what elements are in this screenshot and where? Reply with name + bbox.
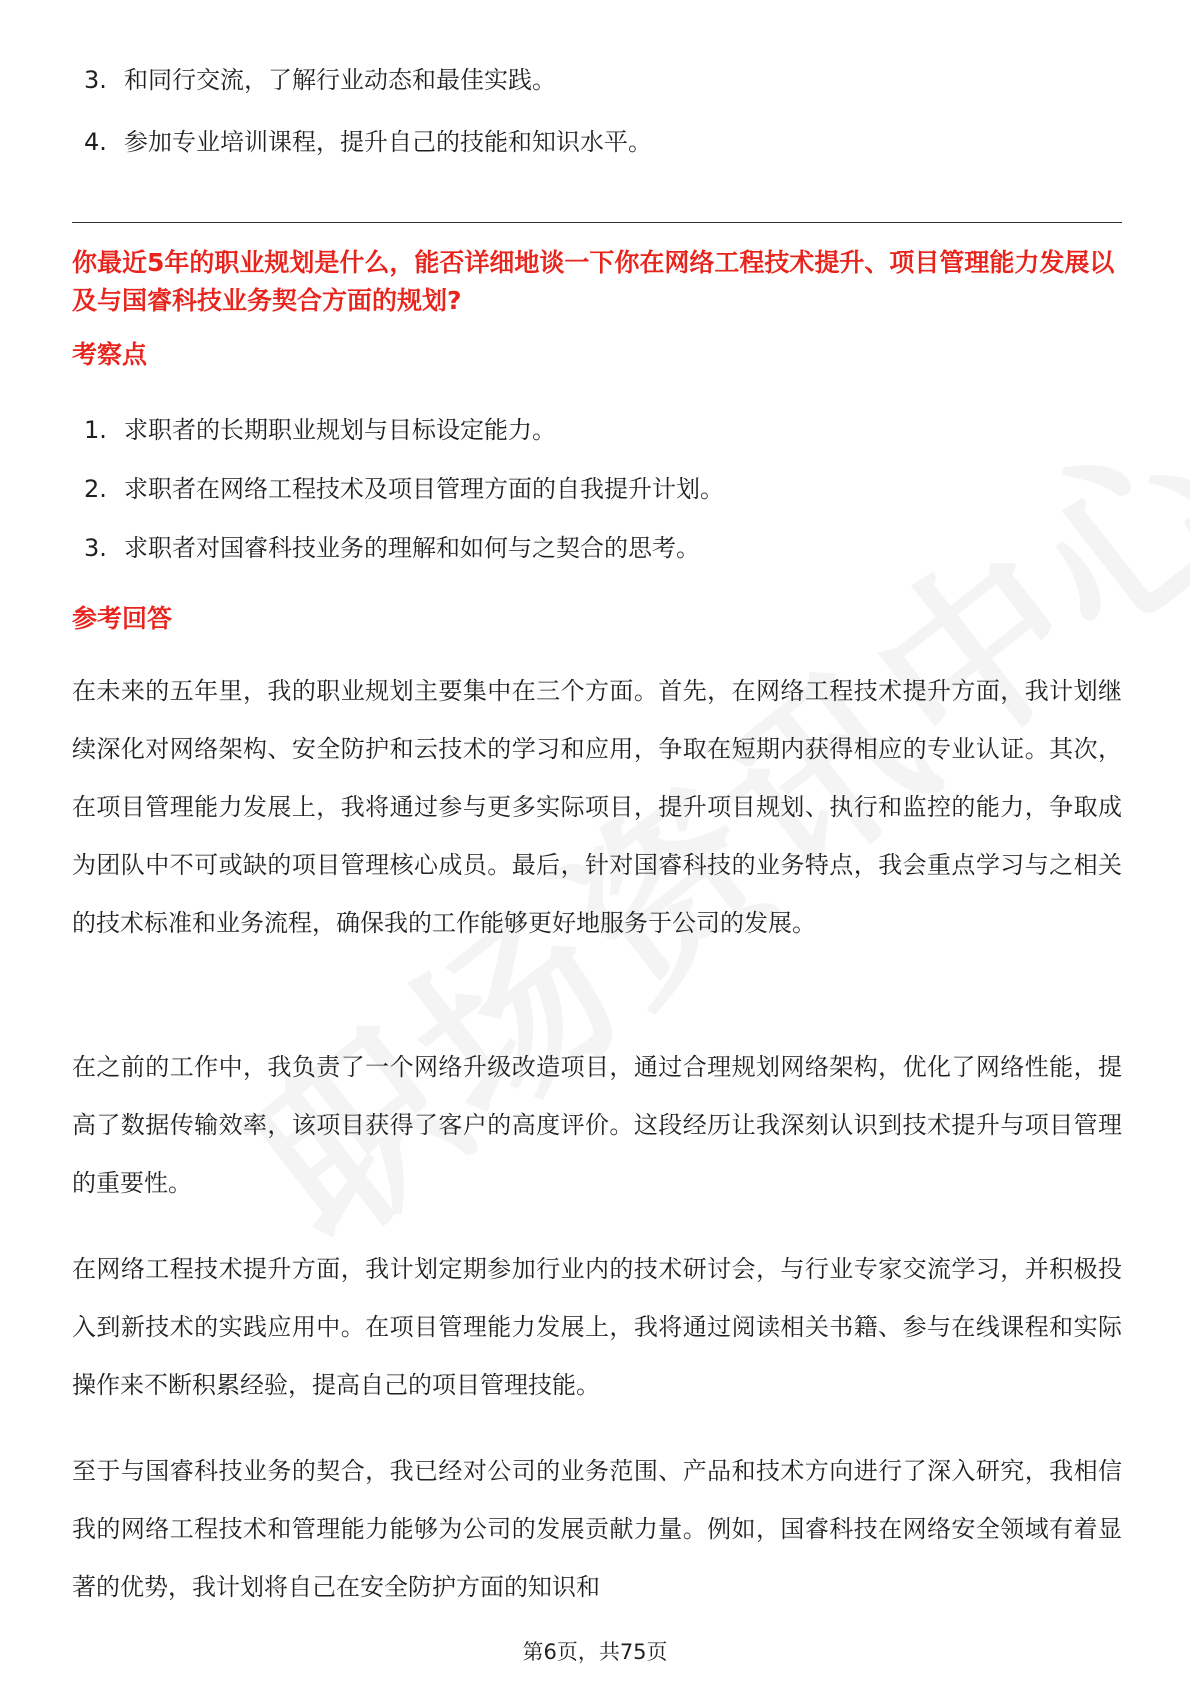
list-item	[84, 532, 724, 564]
list-text: 和同行交流，了解行业动态和最佳实践。	[124, 66, 556, 94]
list-item	[84, 64, 652, 96]
list-number: 3.	[84, 66, 107, 94]
answer-paragraph: 在之前的工作中，我负责了一个网络升级改造项目，通过合理规划网络架构，优化了网络性能，提高了数据传输效率，该项目获得了客户的高度评价。这段经历让我深刻认识到技术提升与项目管理的重要性。	[72, 1053, 1122, 1197]
answer-heading: 参考回答	[72, 604, 173, 633]
answer-paragraph: 在网络工程技术提升方面，我计划定期参加行业内的技术研讨会，与行业专家交流学习，并积极投入到新技术的实践应用中。在项目管理能力发展上，我将通过阅读相关书籍、参与在线课程和实际操作来不断积累经验，提高自己的项目管理技能。	[72, 1255, 1122, 1399]
list-text: 求职者的长期职业规划与目标设定能力。	[124, 416, 556, 444]
section-divider	[72, 222, 1122, 223]
list-text: 求职者对国睿科技业务的理解和如何与之契合的思考。	[124, 534, 700, 562]
previous-list	[84, 64, 652, 188]
interview-question: 你最近5年的职业规划是什么，能否详细地谈一下你在网络工程技术提升、项目管理能力发展以及与国睿科技业务契合方面的规划?	[72, 248, 1115, 315]
list-item	[84, 126, 652, 158]
document-page	[72, 0, 1122, 1684]
list-item	[84, 473, 724, 505]
list-text: 参加专业培训课程，提升自己的技能和知识水平。	[124, 128, 652, 156]
list-item	[84, 414, 724, 446]
page-footer: 第6页，共75页	[522, 1640, 668, 1664]
answer-paragraph: 在未来的五年里，我的职业规划主要集中在三个方面。首先，在网络工程技术提升方面，我计划继续深化对网络架构、安全防护和云技术的学习和应用，争取在短期内获得相应的专业认证。其次，在项目管理能力发展上，我将通过参与更多实际项目，提升项目规划、执行和监控的能力，争取成为团队中不可或缺的项目管理核心成员。最后，针对国睿科技的业务特点，我会重点学习与之相关的技术标准和业务流程，确保我的工作能够更好地服务于公司的发展。	[72, 677, 1122, 937]
answer-paragraph: 至于与国睿科技业务的契合，我已经对公司的业务范围、产品和技术方向进行了深入研究，我相信我的网络工程技术和管理能力能够为公司的发展贡献力量。例如，国睿科技在网络安全领域有着显著的优势，我计划将自己在安全防护方面的知识和	[72, 1457, 1122, 1601]
list-number: 4.	[84, 128, 107, 156]
list-number: 3.	[84, 534, 107, 562]
kaochadian-list	[84, 414, 724, 591]
kaochadian-heading: 考察点	[72, 340, 148, 369]
list-text: 求职者在网络工程技术及项目管理方面的自我提升计划。	[124, 475, 724, 503]
list-number: 2.	[84, 475, 107, 503]
list-number: 1.	[84, 416, 107, 444]
